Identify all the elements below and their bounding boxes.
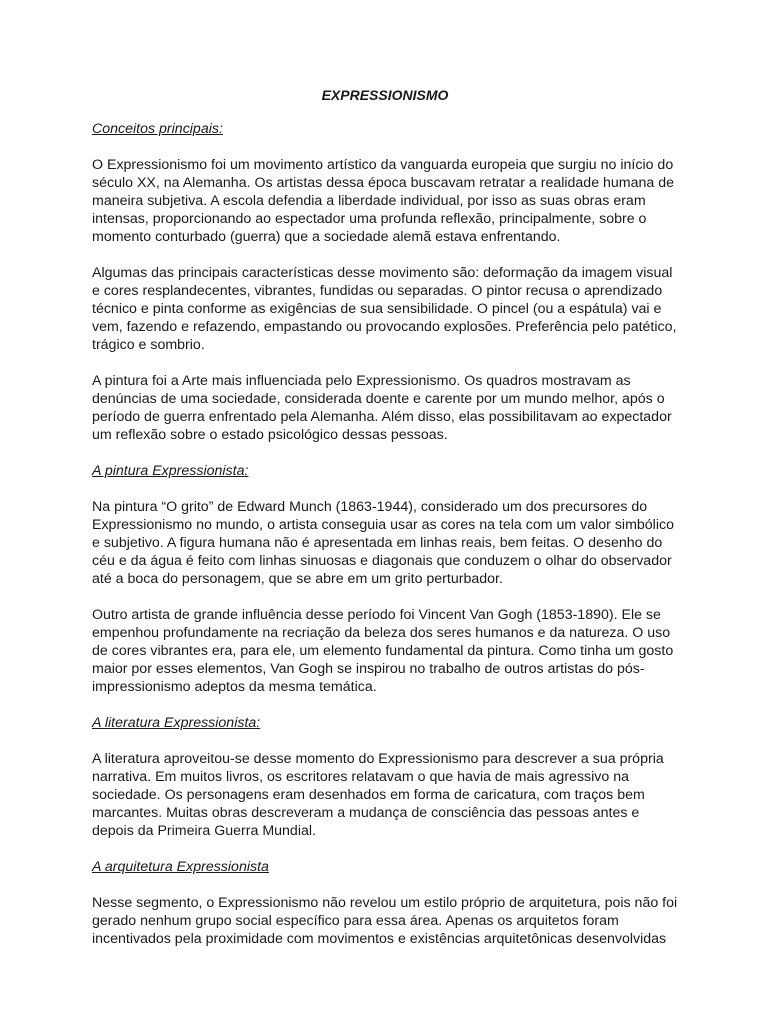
section-arquitetura xyxy=(92,858,678,948)
section-heading: Conceitos principais: xyxy=(92,121,223,137)
paragraph: A pintura foi a Arte mais influenciada pelo Expressionismo. Os quadros mostravam as denúncias de uma sociedade, considerada doente e carente por um mundo melhor, após o período de guerra enfrentado pela Alemanha. Além disso, elas possibilitavam ao expectador um reflexão sobre o estado psicológico dessas pessoas. xyxy=(92,373,672,443)
section-literatura xyxy=(92,714,678,840)
document-title: EXPRESSIONISMO xyxy=(321,87,449,103)
paragraph: Nesse segmento, o Expressionismo não revelou um estilo próprio de arquitetura, pois não foi gerado nenhum grupo social específico para essa área. Apenas os arquitetos foram incentivados pela proximidade com movimentos e existências arquitetônicas desenvolvidas xyxy=(92,895,678,947)
paragraph: Algumas das principais características desse movimento são: deformação da imagem visual e cores resplandecentes, vibrantes, fundidas ou separadas. O pintor recusa o aprendizado técnico e pinta conforme as exigências de sua sensibilidade. O pincel (ou a espátula) vai e vem, fazendo e refazendo, empastando ou provocando explosões. Preferência pelo patético, trágico e sombrio. xyxy=(92,265,677,353)
document-page xyxy=(92,86,678,966)
section-heading: A pintura Expressionista: xyxy=(92,463,249,479)
section-heading: A arquitetura Expressionista xyxy=(92,859,269,875)
section-pintura xyxy=(92,462,678,696)
paragraph: O Expressionismo foi um movimento artístico da vanguarda europeia que surgiu no início do século XX, na Alemanha. Os artistas dessa época buscavam retratar a realidade humana de maneira subjetiva. A escola defendia a liberdade individual, por isso as suas obras eram intensas, proporcionando ao espectador uma profunda reflexão, principalmente, sobre o momento conturbado (guerra) que a sociedade alemã estava enfrentando. xyxy=(92,157,675,245)
section-heading: A literatura Expressionista: xyxy=(92,715,261,731)
paragraph: Outro artista de grande influência desse período foi Vincent Van Gogh (1853-1890). Ele se empenhou profundamente na recriação da beleza dos seres humanos e da natureza. O uso de cores vibrantes era, para ele, um elemento fundamental da pintura. Como tinha um gosto maior por esses elementos, Van Gogh se inspirou no trabalho de outros artistas do pós-impressionismo adeptos da mesma temática. xyxy=(92,607,674,695)
paragraph: A literatura aproveitou-se desse momento do Expressionismo para descrever a sua própria narrativa. Em muitos livros, os escritores relatavam o que havia de mais agressivo na sociedade. Os personagens eram desenhados em forma de caricatura, com traços bem marcantes. Muitas obras descreveram a mudança de consciência das pessoas antes e depois da Primeira Guerra Mundial. xyxy=(92,751,664,839)
section-conceitos xyxy=(92,120,678,444)
paragraph: Na pintura “O grito” de Edward Munch (1863-1944), considerado um dos precursores do Expressionismo no mundo, o artista conseguia usar as cores na tela com um valor simbólico e subjetivo. A figura humana não é apresentada em linhas reais, bem feitas. O desenho do céu e da água é feito com linhas sinuosas e diagonais que conduzem o olhar do observador até a boca do personagem, que se abre em um grito perturbador. xyxy=(92,499,674,587)
